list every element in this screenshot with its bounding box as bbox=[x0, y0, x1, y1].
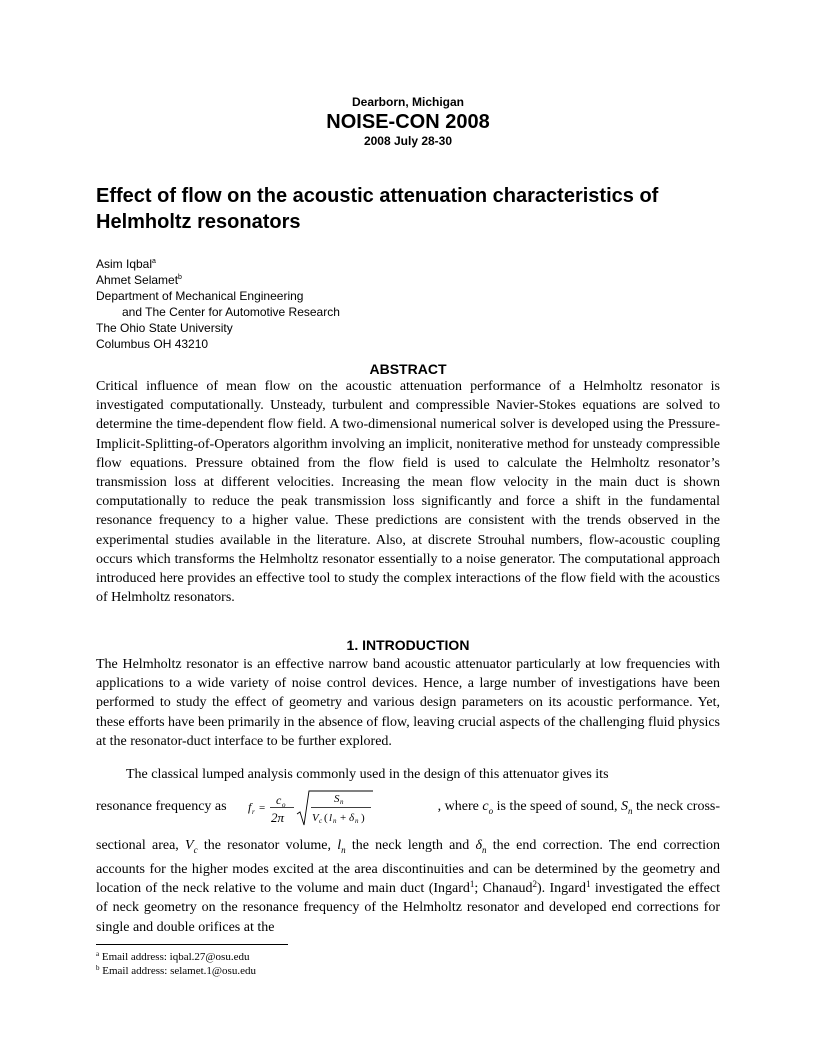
p3-ln-sub: n bbox=[341, 844, 346, 855]
footnotes bbox=[96, 950, 256, 978]
affiliation-center: and The Center for Automotive Research bbox=[122, 305, 340, 319]
p3-text-c: the neck length and bbox=[345, 838, 476, 853]
conference-name: NOISE-CON 2008 bbox=[326, 111, 490, 133]
p3-text-f: ). Ingard bbox=[536, 881, 587, 897]
footnote-a bbox=[96, 950, 256, 964]
footnote-b-text: Email address: selamet.1@osu.edu bbox=[99, 965, 256, 977]
eq-rad-num: S bbox=[334, 793, 340, 805]
eq-post-text-3: the neck cross- bbox=[632, 799, 720, 814]
resonance-frequency-equation bbox=[248, 790, 374, 828]
citation-ref-ingard: 1 bbox=[469, 879, 475, 890]
eq-rad-den-plus: + bbox=[340, 812, 347, 824]
footnote-b-mark: b bbox=[96, 964, 100, 972]
eq-rad-den-l-sub: n bbox=[333, 817, 337, 825]
introduction-paragraph-2: The classical lumped analysis commonly used in the design of this attenuator gives its bbox=[126, 767, 609, 782]
author-block bbox=[96, 256, 340, 352]
abstract-heading: ABSTRACT bbox=[369, 361, 447, 377]
p3-text-b: the resonator volume, bbox=[197, 838, 338, 853]
p3-text-e: ; Chanaud bbox=[474, 881, 533, 897]
formula-trailing-text bbox=[438, 799, 720, 816]
footnote-a-mark: a bbox=[96, 950, 100, 958]
author-2 bbox=[96, 272, 340, 288]
p3-delta-sub: n bbox=[482, 844, 487, 855]
eq-rad-den-l: l bbox=[329, 812, 333, 824]
eq-lhs: f bbox=[248, 800, 252, 814]
eq-rad-den-delta-sub: n bbox=[355, 817, 359, 825]
eq-rad-den-close: ) bbox=[361, 812, 365, 824]
eq-post-text-1: , where bbox=[437, 799, 483, 814]
affiliation-university: The Ohio State University bbox=[96, 321, 233, 335]
citation-ref-chanaud: 2 bbox=[532, 879, 537, 890]
eq-rad-den-open: ( bbox=[324, 812, 328, 824]
formula-lead-text: resonance frequency as bbox=[96, 799, 227, 814]
abstract-text: Critical influence of mean flow on the acoustic attenuation performance of a Helmholtz resonator is investigated computationally. Unsteady, turbulent and compressible Navier-Stokes equations are solved to determine the time-dependent flow field. A two-dimensional numerical solver is developed using the Pressure-Implicit-Splitting-of-Operators algorithm involving an implicit, noniterative method for unsteady compressible flow equations. Pressure obtained from the flow field is used to calculate the Helmholtz resonator’s transmission loss at different velocities. Increasing the mean flow velocity in the main duct is shown computationally to reduce the peak transmission loss significantly and force a shift in the fundamental resonance frequency to a higher value. These predictions are consistent with the trends observed in the experimental studies available in the literature. Also, at discrete Strouhal numbers, flow-acoustic coupling occurs which transforms the Helmholtz resonator essentially to a noise generator. The computational approach introduced here provides an effective tool to study the complex interactions of the flow field with the acoustics of Helmholtz resonators. bbox=[96, 379, 720, 606]
citation-ref-ingard-2: 1 bbox=[586, 879, 591, 890]
affiliation-city: Columbus OH 43210 bbox=[96, 337, 209, 351]
p3-ln: l bbox=[337, 838, 342, 853]
eq-num-sub: o bbox=[282, 801, 286, 809]
p3-vc-sub: c bbox=[193, 844, 198, 855]
p3-text-g: investigated the effect of neck geometry on the resonance frequency of the Helmholtz resonator and developed end corrections for single and double orifices at the bbox=[96, 881, 720, 935]
author-1 bbox=[96, 256, 340, 272]
eq-den: 2π bbox=[271, 810, 285, 825]
eq-post-sn-sub: n bbox=[628, 805, 633, 816]
author-1-name: Asim Iqbal bbox=[96, 257, 153, 271]
p3-delta: δ bbox=[475, 838, 483, 853]
author-1-footnote-mark: a bbox=[152, 258, 156, 265]
eq-post-co-sub: o bbox=[488, 805, 494, 816]
footnote-a-text: Email address: iqbal.27@osu.edu bbox=[99, 951, 250, 963]
eq-rad-den-v-sub: c bbox=[319, 817, 323, 825]
p3-text-a: sectional area, bbox=[96, 838, 186, 853]
paper-title: Effect of flow on the acoustic attenuation characteristics of Helmholtz resonators bbox=[96, 185, 659, 233]
eq-rad-den-delta: δ bbox=[349, 812, 355, 824]
eq-num: c bbox=[276, 793, 282, 807]
affiliation-department: Department of Mechanical Engineering bbox=[96, 289, 304, 303]
footnote-b bbox=[96, 964, 256, 978]
conference-dates: 2008 July 28-30 bbox=[363, 134, 453, 148]
footnote-divider bbox=[96, 944, 288, 945]
eq-equals: = bbox=[259, 802, 266, 814]
eq-rad-num-sub: n bbox=[340, 798, 344, 806]
eq-lhs-sub: r bbox=[252, 808, 255, 816]
formula-line bbox=[96, 790, 720, 828]
conference-header bbox=[0, 95, 816, 149]
conference-location: Dearborn, Michigan bbox=[351, 95, 464, 109]
p3-text-d: the end correction. The end correction accounts for the higher modes excited at the area discontinuities and can be determined by the geometry and location of the neck relative to the volume and main duct (Ingard bbox=[96, 838, 720, 897]
eq-post-co: c bbox=[482, 799, 489, 814]
introduction-paragraph-1: The Helmholtz resonator is an effective narrow band acoustic attenuator particularly at low frequencies with applications to a wide variety of noise control devices. Hence, a large number of investigations have been performed to study the effect of geometry and various design parameters on its acoustic performance. Yet, these efforts have been primarily in the absence of flow, leaving crucial aspects of the challenging fluid physics at the resonator-duct interface to be further explored. bbox=[96, 657, 720, 749]
author-2-name: Ahmet Selamet bbox=[96, 273, 179, 287]
introduction-heading: 1. INTRODUCTION bbox=[346, 637, 470, 653]
eq-post-sn: S bbox=[621, 799, 629, 814]
p3-vc: V bbox=[185, 838, 194, 853]
eq-rad-den-v: V bbox=[312, 812, 319, 824]
author-2-footnote-mark: b bbox=[178, 274, 182, 281]
introduction-paragraph-3 bbox=[96, 836, 720, 937]
eq-post-text-2: is the speed of sound, bbox=[493, 799, 622, 814]
